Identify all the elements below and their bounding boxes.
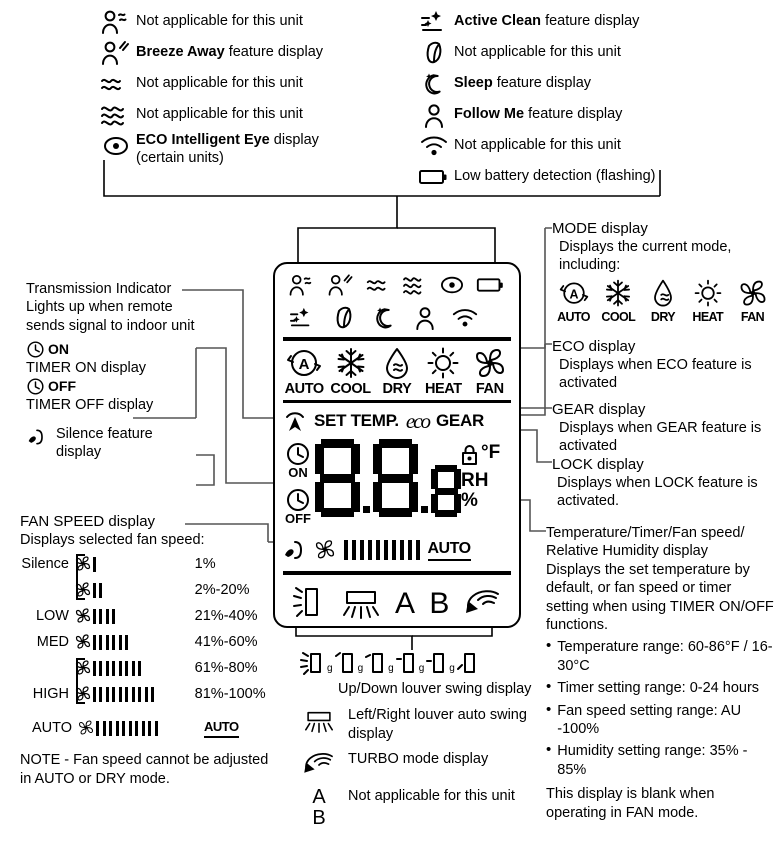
timer-off-text: TIMER OFF display	[26, 397, 154, 414]
fan-speed-row	[20, 551, 270, 577]
ab-row	[300, 785, 535, 829]
callout-temperature-display	[546, 524, 774, 822]
timer-off-badge: OFF	[48, 378, 76, 395]
callout-footer: This display is blank when operating in FAN mode.	[546, 786, 715, 821]
high-brace	[76, 658, 85, 704]
louver-step-icon: g	[300, 650, 333, 676]
lcd-unit-rh: RH	[461, 470, 489, 491]
legend-item	[414, 163, 774, 191]
fan-speed-name: MED	[36, 634, 69, 651]
fan-speed-bars	[93, 583, 195, 598]
mode-ref-label: COOL	[601, 309, 636, 324]
wave-thin-icon	[96, 73, 136, 95]
fan-speed-percent: 41%-60%	[194, 634, 258, 651]
legend-item-label: Active Clean feature display	[454, 13, 640, 30]
fan-bar	[99, 609, 102, 624]
legend-item-label: Not applicable for this unit	[136, 106, 303, 123]
timer-on-row	[26, 340, 206, 359]
fan-speed-auto-row	[20, 715, 270, 741]
turbo-row	[300, 750, 535, 778]
mode-ref-auto	[552, 278, 595, 326]
fan-bar	[119, 687, 122, 702]
fan-bar	[106, 609, 109, 624]
fan-icon	[312, 538, 338, 562]
legend-item	[414, 8, 774, 36]
fan-speed-name: HIGH	[32, 686, 69, 703]
callout-body: Displays when ECO feature is activated	[559, 357, 752, 392]
legend-item	[414, 101, 774, 129]
fan-speed-table	[20, 551, 270, 707]
mode-ref-label: FAN	[740, 309, 765, 324]
fan-bar	[132, 661, 135, 676]
louver-step-icon: g	[426, 650, 455, 676]
fan-bar	[103, 721, 106, 736]
leaf-icon	[331, 305, 357, 331]
fan-bar	[132, 687, 135, 702]
moon-icon	[371, 305, 399, 331]
fan-bar	[112, 609, 115, 624]
fan-speed-subtitle: Displays selected fan speed:	[20, 532, 205, 549]
bullet-dot: •	[546, 678, 552, 696]
fan-bar	[96, 721, 99, 736]
clock-icon	[26, 377, 45, 396]
battery-icon	[414, 167, 454, 187]
fan-bar	[119, 635, 122, 650]
leftright-louver-row	[300, 706, 535, 743]
lcd-fan-speed-row	[275, 532, 519, 568]
lcd-fan-bar	[360, 540, 364, 560]
leftright-louver-text: Left/Right louver auto swing display	[348, 707, 527, 742]
active-clean-icon	[414, 9, 454, 35]
bullet-text: Temperature range: 60-86°F / 16-30°C	[557, 639, 773, 674]
callout-title: ECO display	[552, 338, 636, 355]
lcd-feature-row-1	[275, 268, 519, 301]
follow-me-icon	[414, 102, 454, 129]
callout-timer	[26, 340, 206, 462]
temperature-bullet-list	[546, 638, 774, 779]
legend-item	[96, 8, 426, 36]
temperature-bullet	[546, 638, 774, 675]
fan-speed-percent: 21%-40%	[194, 608, 258, 625]
lcd-unit-column	[461, 437, 503, 511]
lcd-seven-segment-digits	[315, 437, 461, 517]
leaf-icon	[414, 40, 454, 66]
silence-icon	[26, 427, 48, 447]
lcd-mode-label: AUTO	[284, 380, 324, 397]
mode-ref-label: DRY	[650, 309, 676, 324]
turbo-icon	[300, 750, 338, 778]
lcd-mode-label: HEAT	[424, 380, 462, 397]
callout-transmission-indicator	[26, 280, 206, 335]
lcd-timer-column	[281, 437, 315, 525]
person-wave-icon	[287, 272, 317, 298]
fan-bar	[106, 687, 109, 702]
fan-speed-name: LOW	[35, 608, 69, 625]
fan-bar	[106, 661, 109, 676]
lcd-divider	[283, 400, 511, 404]
lcd-bottom-row	[275, 578, 519, 630]
callout-gear-display	[552, 400, 767, 456]
fan-bar	[138, 687, 141, 702]
callout-louver	[300, 650, 535, 836]
fan-bar	[125, 687, 128, 702]
lcd-mode-dry	[375, 346, 419, 397]
bullet-text: Humidity setting range: 35% - 85%	[557, 743, 748, 778]
fan-bar	[135, 721, 138, 736]
lcd-timer-off	[281, 487, 315, 525]
temperature-bullet	[546, 742, 774, 779]
legend-item-label: Follow Me feature display	[454, 106, 623, 123]
fan-speed-bars	[93, 687, 195, 702]
decimal-point	[421, 506, 428, 513]
fan-icon	[73, 607, 93, 625]
silence-text: Silence feature display	[56, 425, 153, 461]
updown-louver-text: Up/Down louver swing display	[338, 681, 532, 697]
person-wave-icon	[96, 8, 136, 36]
ab-letters	[300, 785, 338, 829]
fan-bar	[99, 687, 102, 702]
fan-speed-title: FAN SPEED display	[20, 513, 156, 530]
leftright-louver-icon	[300, 706, 338, 743]
fan-speed-bars	[93, 661, 195, 676]
fan-icon	[73, 633, 93, 651]
fan-speed-row	[20, 681, 270, 707]
legend-item-label: Not applicable for this unit	[136, 13, 303, 30]
fan-bar	[99, 635, 102, 650]
bullet-dot: •	[546, 637, 552, 655]
fan-bar	[93, 583, 96, 598]
legend-item-label: Not applicable for this unit	[454, 44, 621, 61]
fan-speed-bars	[93, 609, 195, 624]
legend-item	[96, 132, 426, 167]
fan-bar	[122, 721, 125, 736]
battery-icon	[475, 275, 507, 295]
fan-bar	[119, 661, 122, 676]
temperature-bullet	[546, 702, 774, 739]
letter-a: A	[312, 786, 326, 809]
eye-icon	[96, 132, 136, 158]
leftright-louver-icon	[341, 586, 381, 622]
fan-speed-auto-bars	[96, 721, 204, 736]
fan-speed-bars	[93, 635, 195, 650]
mode-ref-cool	[597, 278, 640, 326]
bullet-text: Fan speed setting range: AU -100%	[557, 702, 742, 738]
svg-text:A: A	[569, 287, 578, 302]
ab-text: Not applicable for this unit	[348, 788, 515, 805]
lcd-display-panel	[273, 262, 521, 628]
lcd-timer-on-label: ON	[288, 465, 308, 480]
callout-title: Temperature/Timer/Fan speed/ Relative Humidity display	[546, 525, 745, 560]
fan-speed-bars	[93, 557, 195, 572]
fan-speed-note: NOTE - Fan speed cannot be adjusted in AUTO or DRY mode.	[20, 752, 269, 787]
active-clean-icon	[287, 306, 317, 330]
fan-speed-auto-tag: AUTO	[204, 719, 239, 738]
lcd-mode-fan	[468, 346, 512, 397]
legend-left-column	[96, 8, 426, 170]
callout-body: Displays the set temperature by default, or fan speed or timer setting when using TIMER ON/OFF functions.	[546, 561, 774, 634]
updown-louver-sequence	[300, 650, 535, 676]
callout-fan-speed	[20, 512, 270, 788]
lcd-fan-bar	[344, 540, 348, 560]
lcd-divider	[283, 571, 511, 575]
lcd-letter-b: B	[429, 586, 450, 620]
fan-bar	[99, 583, 102, 598]
legend-item	[414, 132, 774, 160]
fan-bar	[112, 661, 115, 676]
callout-title: GEAR display	[552, 401, 646, 418]
fan-speed-row	[20, 655, 270, 681]
fan-speed-auto-name: AUTO	[31, 720, 72, 737]
updown-louver-icon	[292, 584, 326, 624]
legend-item	[96, 70, 426, 98]
lcd-fan-auto-label: AUTO	[428, 540, 471, 561]
turbo-text: TURBO mode display	[348, 751, 489, 768]
louver-step-icon	[457, 650, 479, 676]
lcd-timer-on	[281, 441, 315, 479]
callout-body: Displays when LOCK feature is activated.	[557, 475, 758, 510]
mode-ref-dry	[642, 278, 685, 326]
legend-item-label: ECO Intelligent Eye display (certain units)	[136, 132, 319, 166]
legend-item-label: Breeze Away feature display	[136, 44, 324, 61]
callout-body: Displays when GEAR feature is activated	[559, 420, 762, 455]
legend-item-sublabel: (certain units)	[136, 149, 224, 166]
legend-item-label: Low battery detection (flashing)	[454, 168, 656, 185]
fan-bar	[106, 635, 109, 650]
lcd-fan-bar	[352, 540, 356, 560]
wifi-icon	[451, 307, 479, 329]
legend-item	[414, 39, 774, 67]
seven-segment-digit-small	[431, 465, 461, 517]
lcd-set-temp-label: SET TEMP.	[314, 411, 399, 430]
mode-icon-strip	[552, 278, 774, 326]
timer-off-row	[26, 377, 206, 396]
lcd-mode-cool	[329, 346, 373, 397]
lcd-gear-label: GEAR	[436, 411, 484, 430]
fan-speed-percent: 1%	[194, 556, 216, 573]
silence-brace	[76, 554, 85, 600]
lcd-fan-bar	[416, 540, 420, 560]
louver-step-icon: g	[335, 650, 364, 676]
lock-icon	[461, 444, 478, 465]
lcd-timer-off-label: OFF	[285, 511, 311, 526]
silence-row	[26, 425, 206, 462]
legend-item	[96, 39, 426, 67]
mode-ref-label: AUTO	[557, 309, 590, 324]
breeze-away-icon	[326, 272, 356, 298]
lcd-letter-a: A	[394, 586, 415, 620]
clock-icon	[26, 340, 45, 359]
lcd-settemp-row	[275, 406, 519, 436]
lcd-fan-bar	[384, 540, 388, 560]
turbo-icon	[464, 589, 502, 619]
fan-bar	[129, 721, 132, 736]
wifi-icon	[414, 135, 454, 157]
lcd-mode-label: COOL	[330, 380, 371, 397]
legend-item	[96, 101, 426, 129]
letter-b: B	[312, 807, 326, 830]
decimal-point	[363, 506, 370, 513]
fan-bar	[155, 721, 158, 736]
lcd-mode-label: FAN	[475, 380, 504, 397]
callout-title: Transmission Indicator	[26, 281, 172, 297]
fan-bar	[112, 687, 115, 702]
lcd-divider	[283, 337, 511, 341]
fan-bar	[93, 661, 96, 676]
callout-lock-display	[552, 455, 774, 511]
silence-icon	[282, 538, 308, 562]
lcd-mode-label: DRY	[382, 380, 412, 397]
follow-me-icon	[413, 305, 437, 331]
lcd-unit-percent: %	[461, 489, 478, 511]
lcd-fan-bar	[392, 540, 396, 560]
louver-step-icon: g	[396, 650, 425, 676]
fan-bar	[151, 687, 154, 702]
timer-on-text: TIMER ON display	[26, 360, 147, 376]
bullet-dot: •	[546, 741, 552, 759]
breeze-away-icon	[96, 39, 136, 67]
fan-bar	[112, 635, 115, 650]
mode-ref-heat	[686, 278, 729, 326]
timer-on-badge: ON	[48, 340, 69, 357]
lcd-fan-bar	[376, 540, 380, 560]
fan-speed-row	[20, 577, 270, 603]
moon-icon	[414, 71, 454, 97]
fan-speed-percent: 81%-100%	[194, 686, 266, 703]
fan-bar	[93, 687, 96, 702]
wave-thick-icon	[96, 103, 136, 127]
mode-ref-label: HEAT	[692, 309, 724, 324]
eye-icon	[438, 274, 466, 296]
mode-ref-fan	[731, 278, 774, 326]
lcd-fan-bars	[344, 540, 420, 560]
fan-bar	[93, 635, 96, 650]
legend-right-column	[414, 8, 774, 194]
callout-title: MODE display	[552, 220, 648, 237]
wave-thick-icon	[401, 274, 429, 296]
bullet-dot: •	[546, 700, 552, 718]
legend-item-label: Sleep feature display	[454, 75, 592, 92]
lcd-fan-bar	[400, 540, 404, 560]
fan-bar	[93, 609, 96, 624]
fan-speed-percent: 2%-20%	[194, 582, 250, 599]
legend-item	[414, 70, 774, 98]
fan-bar	[125, 661, 128, 676]
fan-speed-name: Silence	[21, 556, 69, 573]
fan-speed-row	[20, 603, 270, 629]
fan-bar	[145, 687, 148, 702]
lcd-unit-f: °F	[481, 442, 501, 463]
fan-bar	[116, 721, 119, 736]
callout-mode-display	[552, 219, 774, 326]
callout-title: LOCK display	[552, 456, 644, 473]
fan-bar	[142, 721, 145, 736]
lcd-digits-area	[275, 436, 519, 532]
louver-step-icon: g	[365, 650, 394, 676]
callout-body: Lights up when remote sends signal to indoor unit	[26, 299, 195, 334]
callout-body: Displays the current mode, including:	[559, 239, 732, 274]
fan-bar	[125, 635, 128, 650]
lcd-mode-auto	[282, 346, 326, 397]
fan-icon	[76, 719, 96, 737]
fan-bar	[93, 557, 96, 572]
seven-segment-digit	[373, 439, 418, 517]
eco-icon: eco	[405, 408, 429, 433]
seven-segment-digit	[315, 439, 360, 517]
temperature-bullet	[546, 679, 774, 697]
legend-item-label: Not applicable for this unit	[454, 137, 621, 154]
bullet-text: Timer setting range: 0-24 hours	[557, 680, 760, 697]
wave-thin-icon	[365, 275, 393, 295]
callout-eco-display	[552, 337, 767, 393]
fan-bar	[99, 661, 102, 676]
fan-bar	[138, 661, 141, 676]
lcd-mode-row	[275, 344, 519, 397]
svg-text:A: A	[298, 355, 310, 373]
lcd-feature-row-2	[275, 301, 519, 334]
lcd-fan-bar	[408, 540, 412, 560]
lcd-mode-heat	[421, 346, 465, 397]
legend-item-label: Not applicable for this unit	[136, 75, 303, 92]
fan-bar	[148, 721, 151, 736]
lcd-fan-bar	[368, 540, 372, 560]
fan-speed-row	[20, 629, 270, 655]
fan-bar	[109, 721, 112, 736]
fan-speed-percent: 61%-80%	[194, 660, 258, 677]
transmission-indicator-icon	[283, 408, 307, 434]
